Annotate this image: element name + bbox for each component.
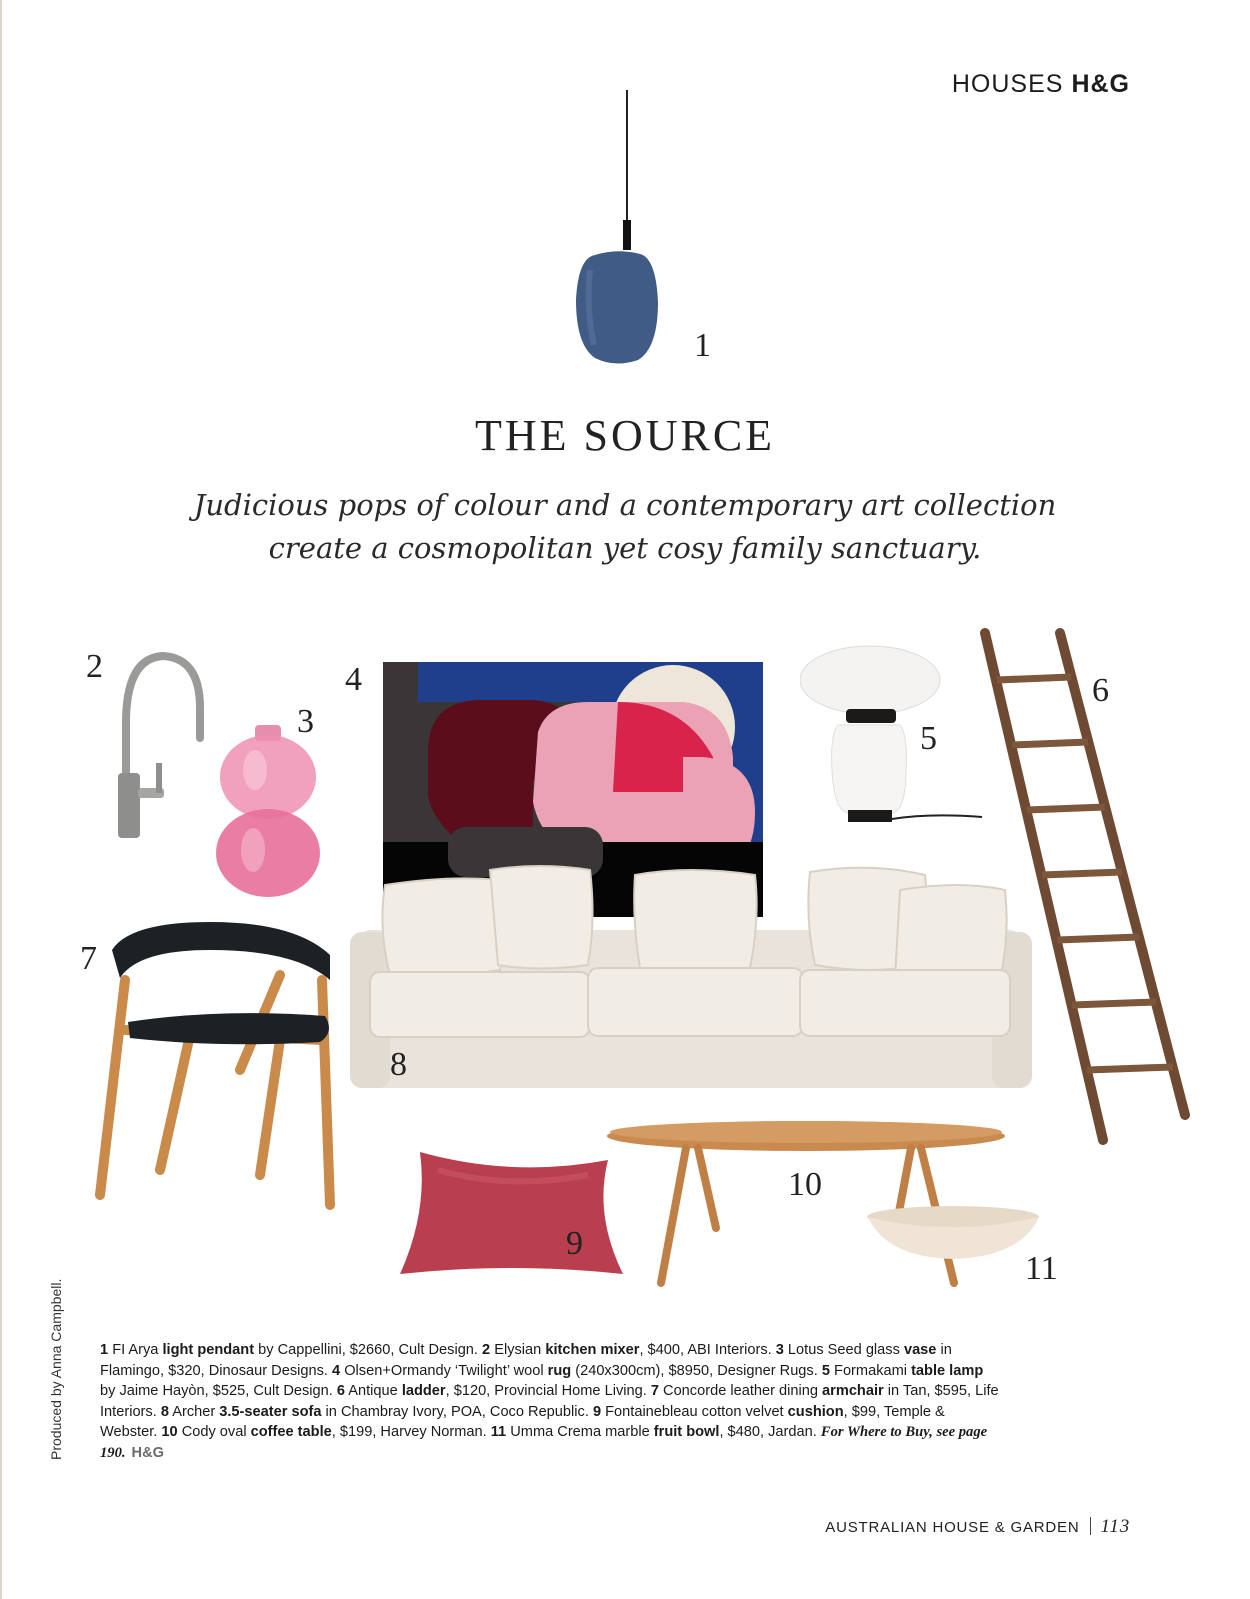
- page-footer: [825, 1516, 1130, 1538]
- item-number-4: 4: [345, 661, 362, 698]
- section-label: HOUSES: [951, 70, 1064, 98]
- dining-armchair-image: [90, 920, 340, 1215]
- item-number-8: 8: [390, 1046, 407, 1083]
- page-number: 113: [1100, 1516, 1130, 1537]
- item-number-5: 5: [920, 720, 937, 757]
- glass-vase-image: [215, 725, 325, 900]
- item-number-9: 9: [566, 1225, 583, 1262]
- sofa-image: [350, 860, 1032, 1092]
- item-number-1: 1: [694, 327, 711, 364]
- fruit-bowl-image: [866, 1205, 1041, 1260]
- table-lamp-image: [800, 645, 990, 827]
- standfirst: [175, 484, 1075, 570]
- where-to-buy-note: For Where to Buy, see page 190.: [100, 1424, 988, 1461]
- standfirst-line-2: create a cosmopolitan yet cosy family sanctuary.: [268, 531, 982, 565]
- magazine-name: AUSTRALIAN HOUSE & GARDEN: [825, 1519, 1080, 1536]
- page-title: THE SOURCE: [474, 411, 776, 460]
- header-brand: H&G: [1071, 70, 1130, 98]
- producer-credit: Produced by Anna Campbell.: [48, 1278, 64, 1460]
- item-number-2: 2: [86, 648, 103, 685]
- section-header: [952, 70, 1130, 99]
- item-number-3: 3: [297, 703, 314, 740]
- velvet-cushion-image: [398, 1150, 628, 1280]
- item-number-10: 10: [788, 1166, 822, 1203]
- light-pendant-image: [560, 90, 670, 370]
- footer-divider: [1090, 1517, 1091, 1535]
- caption-brand-mark: H&G: [131, 1444, 164, 1461]
- item-number-11: 11: [1025, 1250, 1058, 1287]
- item-number-6: 6: [1092, 672, 1109, 709]
- page-edge-line: [0, 0, 2, 1599]
- standfirst-line-1: Judicious pops of colour and a contemporary art collection: [193, 488, 1057, 522]
- product-caption: 1 FI Arya light pendant by Cappellini, $2660, Cult Design. 2 Elysian kitchen mixer, $400, ABI Interiors. 3 Lotus Seed glass vase in Flamingo, $320, Dinosaur Designs. 4 Olsen+Ormandy ‘Twilight’ wool rug (240x300cm), $8950, Designer Rugs. 5 Formakami table lamp by Jaime Hayòn, $525, Cult Design. 6 Antique ladder, $120, Provincial Home Living. 7 Concorde leather dining armchair in Tan, $595, Life Interiors. 8 Archer 3.5-seater sofa in Chambray Ivory, POA, Coco Republic. 9 Fontainebleau cotton velvet cushion, $99, Temple & Webster. 10 Cody oval coffee table, $199, Harvey Norman. 11 Umma Crema marble fruit bowl, $480, Jardan. For Where to Buy, see page 190. H&G: [100, 1342, 999, 1461]
- kitchen-mixer-image: [108, 648, 218, 843]
- coffee-table-image: [606, 1118, 1008, 1290]
- item-number-7: 7: [80, 940, 97, 977]
